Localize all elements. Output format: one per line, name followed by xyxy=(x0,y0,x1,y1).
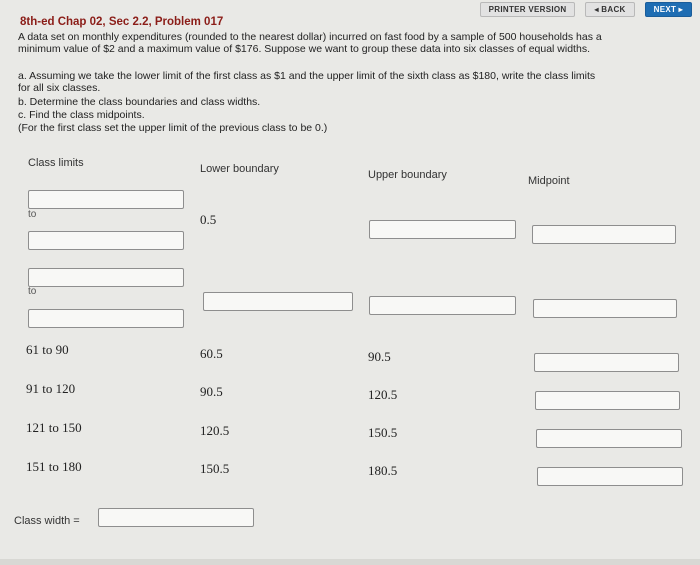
class2-upper-boundary-input[interactable] xyxy=(369,296,516,315)
header-upper-boundary: Upper boundary xyxy=(368,169,447,181)
class2-to-label: to xyxy=(28,286,37,297)
class-width-label: Class width = xyxy=(14,515,80,527)
next-button[interactable]: NEXT ▸ xyxy=(645,2,692,17)
class3-midpoint-input[interactable] xyxy=(534,353,679,372)
class1-lower-limit-input[interactable] xyxy=(28,190,184,209)
class5-limits: 121 to 150 xyxy=(26,420,82,435)
class1-upper-boundary-input[interactable] xyxy=(369,220,516,239)
printer-version-button[interactable]: PRINTER VERSION xyxy=(480,2,576,17)
class2-midpoint-input[interactable] xyxy=(533,299,677,318)
class-width-input[interactable] xyxy=(98,508,254,527)
part-a-line2: for all six classes. xyxy=(18,82,101,94)
class3-limits: 61 to 90 xyxy=(26,342,69,357)
class1-midpoint-input[interactable] xyxy=(532,225,676,244)
class2-upper-limit-input[interactable] xyxy=(28,309,184,328)
class6-limits: 151 to 180 xyxy=(26,459,82,474)
problem-text-line2: minimum value of $2 and a maximum value of $176. Suppose we want to group these data into six classes of equal widths. xyxy=(18,43,590,55)
class2-lower-limit-input[interactable] xyxy=(28,268,184,287)
class3-upper-boundary: 90.5 xyxy=(368,349,391,364)
class4-lower-boundary: 90.5 xyxy=(200,384,223,399)
part-a-line1: a. Assuming we take the lower limit of the first class as $1 and the upper limit of the sixth class as $180, write the class limits xyxy=(18,70,596,82)
class1-lower-boundary: 0.5 xyxy=(200,212,217,227)
class2-lower-boundary-input[interactable] xyxy=(203,292,353,311)
part-b: b. Determine the class boundaries and class widths. xyxy=(18,96,261,108)
class1-to-label: to xyxy=(28,209,37,220)
header-midpoint: Midpoint xyxy=(528,175,570,187)
top-toolbar xyxy=(480,2,692,17)
class4-upper-boundary: 120.5 xyxy=(368,387,398,402)
bottom-shadow xyxy=(0,559,700,565)
header-class-limits: Class limits xyxy=(28,157,84,169)
class5-midpoint-input[interactable] xyxy=(536,429,682,448)
problem-text-line1: A data set on monthly expenditures (rounded to the nearest dollar) incurred on fast food by a sample of 500 households has a xyxy=(18,31,602,43)
part-c: c. Find the class midpoints. xyxy=(18,109,145,121)
class6-midpoint-input[interactable] xyxy=(537,467,683,486)
header-lower-boundary: Lower boundary xyxy=(200,163,279,175)
class4-limits: 91 to 120 xyxy=(26,381,76,396)
problem-title: 8th-ed Chap 02, Sec 2.2, Problem 017 xyxy=(20,16,224,28)
first-class-note: (For the first class set the upper limit of the previous class to be 0.) xyxy=(18,122,328,134)
class3-lower-boundary: 60.5 xyxy=(200,346,223,361)
class6-lower-boundary: 150.5 xyxy=(200,461,230,476)
class4-midpoint-input[interactable] xyxy=(535,391,680,410)
class5-upper-boundary: 150.5 xyxy=(368,425,398,440)
back-button[interactable]: ◂ BACK xyxy=(585,2,634,17)
class5-lower-boundary: 120.5 xyxy=(200,423,230,438)
class1-upper-limit-input[interactable] xyxy=(28,231,184,250)
class6-upper-boundary: 180.5 xyxy=(368,463,398,478)
